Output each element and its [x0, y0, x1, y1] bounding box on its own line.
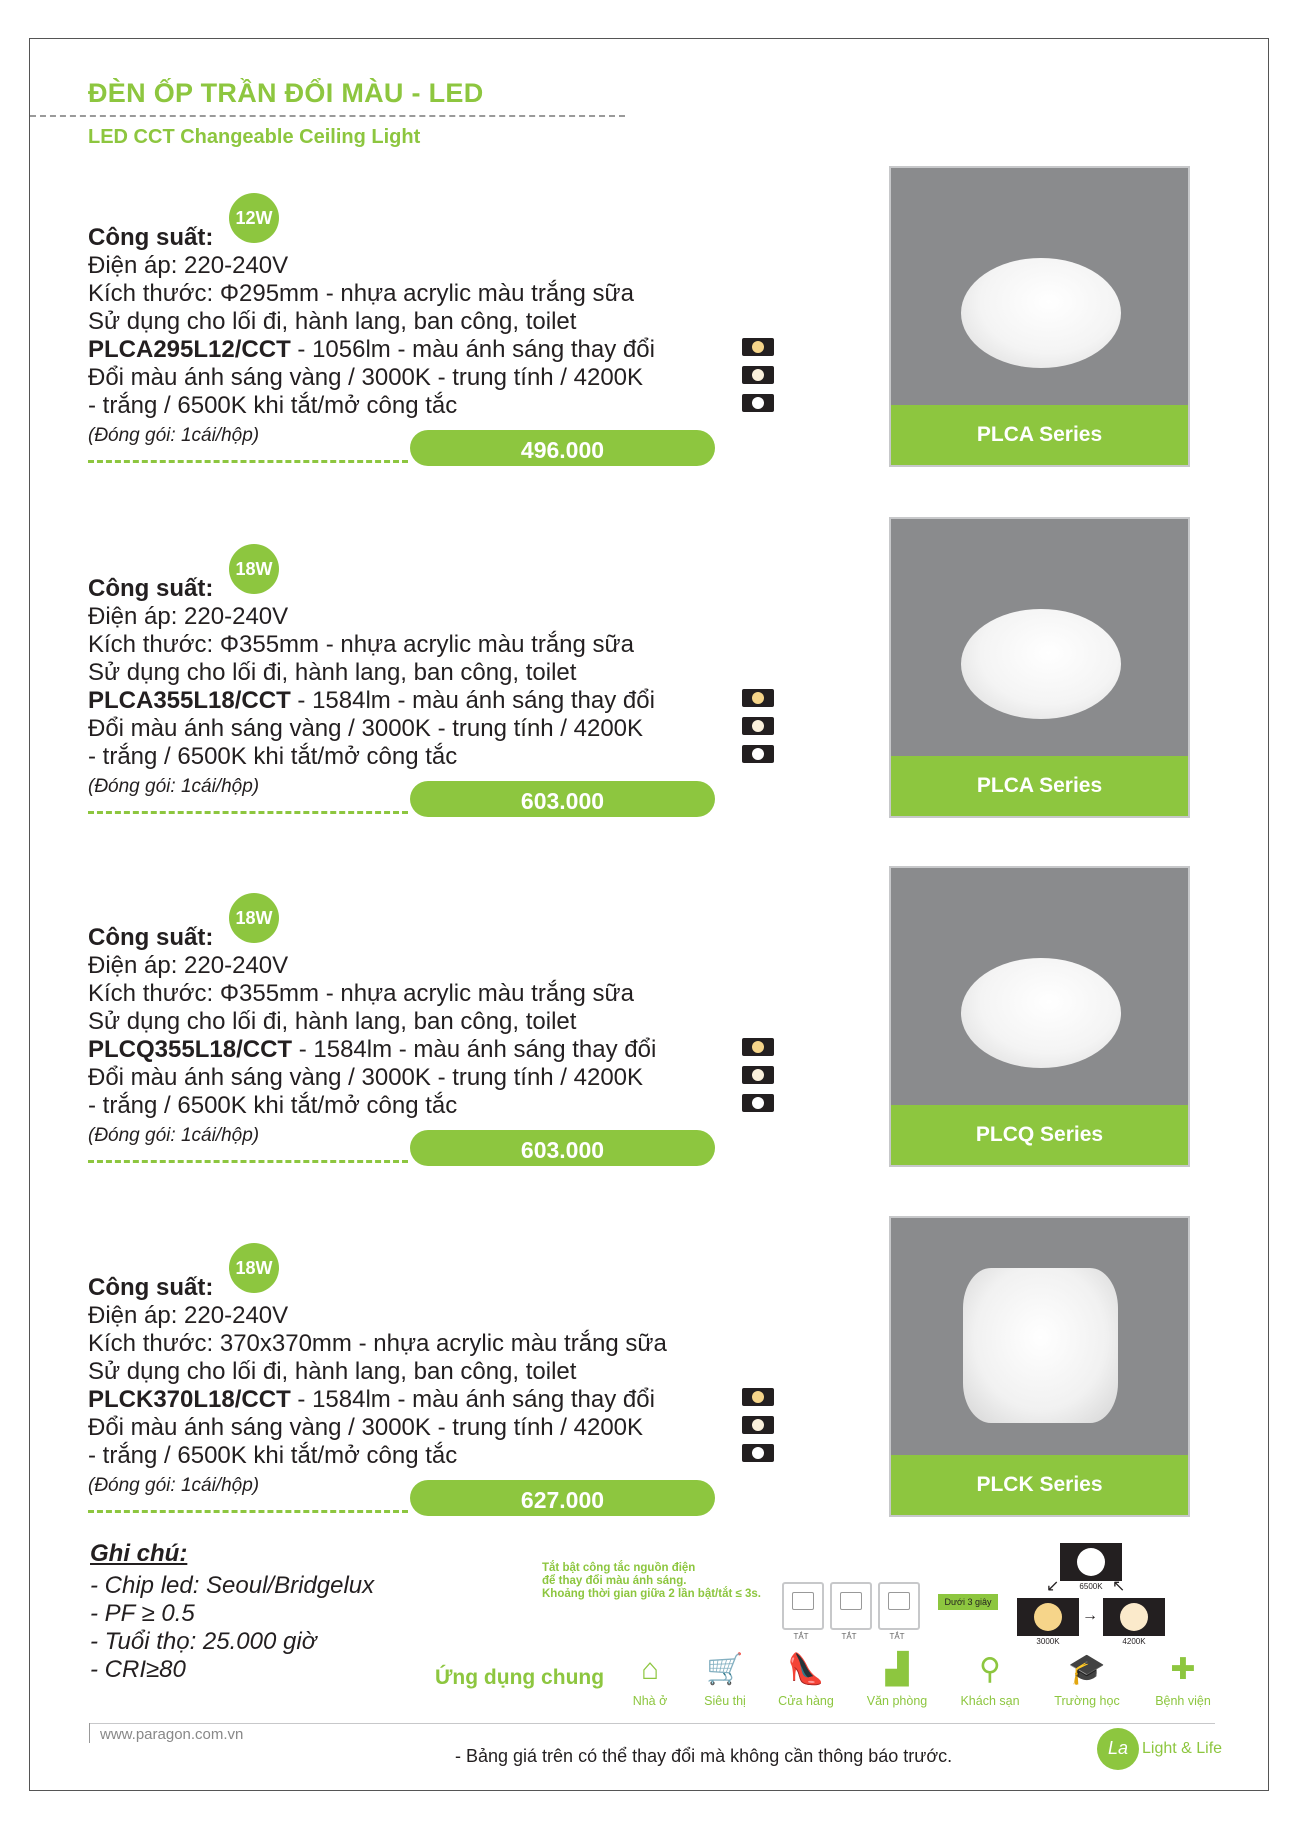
- cct-3000k-icon: [1017, 1598, 1079, 1636]
- cool-swatch-icon: [742, 1094, 774, 1112]
- app-label: Văn phòng: [866, 1694, 928, 1708]
- neutral-swatch-icon: [742, 717, 774, 735]
- usage: Sử dụng cho lối đi, hành lang, ban công, toilet: [88, 1008, 577, 1035]
- page-title: ĐÈN ỐP TRẦN ĐỔI MÀU - LED: [88, 78, 484, 108]
- voltage: Điện áp: 220-240V: [88, 1302, 289, 1329]
- product-code-desc: - 1584lm - màu ánh sáng thay đổi: [292, 1036, 657, 1063]
- color-swatches: [742, 338, 774, 422]
- color-swatches: [742, 689, 774, 773]
- note-item: - PF ≥ 0.5: [90, 1600, 195, 1627]
- hospital-icon: ✚: [1170, 1653, 1196, 1686]
- app-hospital: [1143, 1650, 1223, 1708]
- power-label: Công suất:: [88, 224, 214, 251]
- packing-divider: [88, 811, 408, 814]
- product-code: PLCA295L12/CCT: [88, 336, 291, 363]
- app-hotel: [950, 1650, 1030, 1708]
- app-supermarket: [685, 1650, 765, 1708]
- product-info: [88, 924, 656, 1120]
- brand-logo: La: [1097, 1728, 1139, 1770]
- heel-icon: 👠: [787, 1653, 825, 1686]
- voltage: Điện áp: 220-240V: [88, 952, 289, 979]
- product-photo: [891, 868, 1188, 1165]
- title-divider: [30, 115, 625, 117]
- bellhop-icon: ⚲: [979, 1653, 1001, 1686]
- brand-tagline: Light & Life: [1142, 1740, 1223, 1757]
- instruction-line: Khoảng thời gian giữa 2 lần bật/tắt ≤ 3s.: [542, 1588, 761, 1600]
- color-swatches: [742, 1038, 774, 1122]
- neutral-swatch-icon: [742, 1416, 774, 1434]
- switch-label: TẮT: [889, 1632, 905, 1641]
- cct-4200k-icon: [1103, 1598, 1165, 1636]
- watt-badge: 12W: [229, 193, 279, 243]
- packing-divider: [88, 460, 408, 463]
- product-code-desc: - 1056lm - màu ánh sáng thay đổi: [290, 336, 655, 363]
- notes-list: [90, 1572, 374, 1684]
- cct-line-2: - trắng / 6500K khi tắt/mở công tắc: [88, 1442, 458, 1469]
- packing-divider: [88, 1160, 408, 1163]
- watt-badge: 18W: [229, 1243, 279, 1293]
- under-3s-badge: Dưới 3 giây: [938, 1594, 998, 1610]
- price-badge: 603.000: [410, 1130, 715, 1166]
- power-label: Công suất:: [88, 575, 214, 602]
- cct-line-1: Đổi màu ánh sáng vàng / 3000K - trung tính / 4200K: [88, 364, 644, 391]
- switch-label: TẮT: [793, 1632, 809, 1641]
- product-info: [88, 575, 655, 771]
- cct-line-1: Đổi màu ánh sáng vàng / 3000K - trung tính / 4200K: [88, 1414, 644, 1441]
- footer-vertical-divider: [89, 1723, 90, 1743]
- cct-line-2: - trắng / 6500K khi tắt/mở công tắc: [88, 743, 458, 770]
- size: Kích thước: Φ355mm - nhựa acrylic màu trắng sữa: [88, 631, 634, 658]
- warm-swatch-icon: [742, 338, 774, 356]
- usage: Sử dụng cho lối đi, hành lang, ban công, toilet: [88, 1358, 577, 1385]
- app-store: [766, 1650, 846, 1708]
- product-card: [0, 519, 1300, 819]
- cct-6500k-label: 6500K: [1079, 1582, 1103, 1591]
- round-lamp-image: [961, 609, 1121, 719]
- usage: Sử dụng cho lối đi, hành lang, ban công, toilet: [88, 308, 577, 335]
- office-icon: ▟: [885, 1653, 909, 1686]
- product-photo: [891, 168, 1188, 465]
- product-code-desc: - 1584lm - màu ánh sáng thay đổi: [290, 687, 655, 714]
- size: Kích thước: Φ295mm - nhựa acrylic màu trắng sữa: [88, 280, 634, 307]
- series-label: PLCQ Series: [891, 1105, 1188, 1165]
- app-school: [1047, 1650, 1127, 1708]
- round-lamp-image: [961, 258, 1121, 368]
- product-code: PLCQ355L18/CCT: [88, 1036, 293, 1063]
- voltage: Điện áp: 220-240V: [88, 252, 289, 279]
- warm-swatch-icon: [742, 1388, 774, 1406]
- cart-icon: 🛒: [706, 1653, 744, 1686]
- power-label: Công suất:: [88, 924, 214, 951]
- cool-swatch-icon: [742, 394, 774, 412]
- packing-divider: [88, 1510, 408, 1513]
- app-label: Khách sạn: [960, 1694, 1020, 1708]
- packing: (Đóng gói: 1cái/hộp): [88, 425, 260, 446]
- size: Kích thước: 370x370mm - nhựa acrylic màu trắng sữa: [88, 1330, 667, 1357]
- price-badge: 603.000: [410, 781, 715, 817]
- note-item: - Tuổi thọ: 25.000 giờ: [90, 1628, 317, 1655]
- switch-instruction: [542, 1562, 761, 1601]
- cct-line-2: - trắng / 6500K khi tắt/mở công tắc: [88, 392, 458, 419]
- watt-badge: 18W: [229, 544, 279, 594]
- wall-switch-icon: [782, 1582, 824, 1630]
- price-badge: 627.000: [410, 1480, 715, 1516]
- app-label: Siêu thị: [704, 1694, 746, 1708]
- product-code: PLCA355L18/CCT: [88, 687, 291, 714]
- power-label: Công suất:: [88, 1274, 214, 1301]
- color-swatches: [742, 1388, 774, 1472]
- warm-swatch-icon: [742, 689, 774, 707]
- house-icon: ⌂: [640, 1653, 660, 1686]
- series-label: PLCA Series: [891, 756, 1188, 816]
- app-house: [610, 1650, 690, 1708]
- instruction-line: để thay đổi màu ánh sáng.: [542, 1575, 687, 1587]
- product-code: PLCK370L18/CCT: [88, 1386, 291, 1413]
- cct-line-2: - trắng / 6500K khi tắt/mở công tắc: [88, 1092, 458, 1119]
- app-label: Nhà ở: [632, 1694, 668, 1708]
- cool-swatch-icon: [742, 1444, 774, 1462]
- arrow-down-left-icon: ↙: [1046, 1578, 1060, 1595]
- applications-title: Ứng dụng chung: [435, 1666, 605, 1689]
- website-link[interactable]: www.paragon.com.vn: [100, 1726, 244, 1743]
- product-code-desc: - 1584lm - màu ánh sáng thay đổi: [290, 1386, 655, 1413]
- app-office: [857, 1650, 937, 1708]
- app-label: Trường học: [1054, 1694, 1120, 1708]
- neutral-swatch-icon: [742, 366, 774, 384]
- series-label: PLCA Series: [891, 405, 1188, 465]
- product-info: [88, 1274, 667, 1470]
- cct-line-1: Đổi màu ánh sáng vàng / 3000K - trung tính / 4200K: [88, 1064, 644, 1091]
- size: Kích thước: Φ355mm - nhựa acrylic màu trắng sữa: [88, 980, 634, 1007]
- watt-badge: 18W: [229, 893, 279, 943]
- wall-switch-icon: [830, 1582, 872, 1630]
- note-item: - Chip led: Seoul/Bridgelux: [90, 1572, 375, 1599]
- notes-title: Ghi chú:: [90, 1540, 188, 1567]
- round-lamp-image: [961, 958, 1121, 1068]
- footer-divider: [90, 1723, 1215, 1724]
- cct-line-1: Đổi màu ánh sáng vàng / 3000K - trung tính / 4200K: [88, 715, 644, 742]
- wall-switch-icon: [878, 1582, 920, 1630]
- instruction-line: Tắt bật công tắc nguồn điện: [542, 1562, 696, 1574]
- series-label: PLCK Series: [891, 1455, 1188, 1515]
- product-card: [0, 168, 1300, 468]
- usage: Sử dụng cho lối đi, hành lang, ban công, toilet: [88, 659, 577, 686]
- note-item: - CRI≥80: [90, 1656, 186, 1683]
- warm-swatch-icon: [742, 1038, 774, 1056]
- graduation-icon: 🎓: [1068, 1653, 1106, 1686]
- cct-4200k-label: 4200K: [1122, 1637, 1146, 1646]
- arrow-right-icon: →: [1082, 1607, 1098, 1624]
- product-photo: [891, 519, 1188, 816]
- page-subtitle: LED CCT Changeable Ceiling Light: [88, 126, 421, 148]
- packing: (Đóng gói: 1cái/hộp): [88, 776, 260, 797]
- product-card: [0, 868, 1300, 1168]
- cct-3000k-label: 3000K: [1036, 1637, 1060, 1646]
- neutral-swatch-icon: [742, 1066, 774, 1084]
- price-badge: 496.000: [410, 430, 715, 466]
- packing: (Đóng gói: 1cái/hộp): [88, 1475, 260, 1496]
- cool-swatch-icon: [742, 745, 774, 763]
- square-lamp-image: [963, 1268, 1118, 1423]
- switch-label: TẮT: [841, 1632, 857, 1641]
- app-label: Cửa hàng: [778, 1694, 834, 1708]
- arrow-up-right-icon: ↖: [1112, 1578, 1126, 1595]
- product-info: [88, 224, 655, 420]
- product-photo: [891, 1218, 1188, 1515]
- product-card: [0, 1218, 1300, 1518]
- app-label: Bệnh viện: [1155, 1694, 1211, 1708]
- packing: (Đóng gói: 1cái/hộp): [88, 1125, 260, 1146]
- voltage: Điện áp: 220-240V: [88, 603, 289, 630]
- price-disclaimer: - Bảng giá trên có thể thay đổi mà không cần thông báo trước.: [455, 1746, 953, 1766]
